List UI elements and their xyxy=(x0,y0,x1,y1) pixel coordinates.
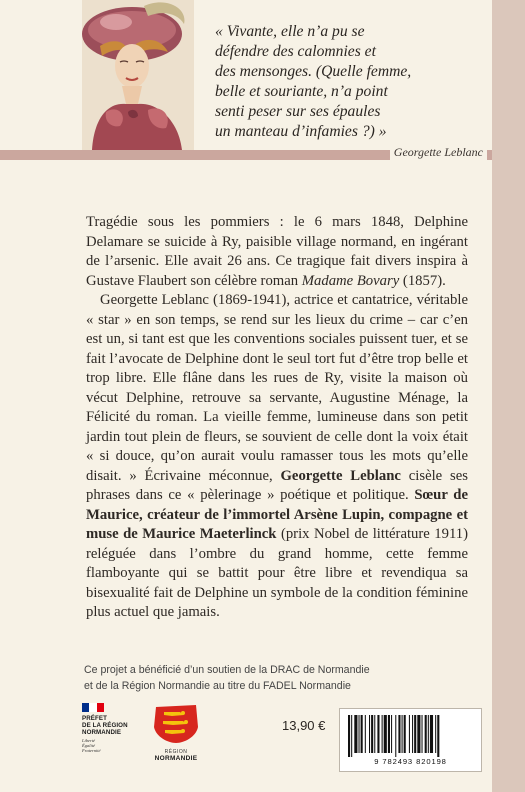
funding-line: Ce projet a bénéficié d’un soutien de la DRAC de Normandie xyxy=(84,664,370,676)
blurb-text: cisèle ses phrases dans ce « pèlerinage » poétique et politique. xyxy=(86,467,468,503)
barcode-bar xyxy=(430,715,433,753)
barcode-bar xyxy=(365,715,366,753)
barcode-bar xyxy=(414,715,416,753)
barcode-bar xyxy=(382,715,383,753)
prefet-region-logo xyxy=(82,703,152,753)
barcode-bar xyxy=(377,715,379,753)
barcode-bar xyxy=(437,715,439,757)
region-name: NORMANDIE xyxy=(154,755,198,762)
region-label: RÉGION xyxy=(164,749,188,755)
spine-strip xyxy=(492,0,525,792)
funding-line: et de la Région Normandie au titre du FADEL Normandie xyxy=(84,679,351,692)
barcode-bar xyxy=(391,715,392,753)
barcode-bar xyxy=(422,715,423,753)
region-normandie-logo xyxy=(150,703,202,762)
prefet-title-line: NORMANDIE xyxy=(82,729,122,736)
barcode-bar xyxy=(398,715,400,753)
blurb-paragraph-1 xyxy=(86,213,468,291)
portrait-illustration xyxy=(82,0,194,150)
prefet-title-line: PRÉFET xyxy=(82,715,108,722)
barcode-bar xyxy=(404,715,406,753)
author-name-bold: Georgette Leblanc xyxy=(280,467,401,484)
barcode-bars xyxy=(348,715,473,757)
epigraph-quote xyxy=(215,22,480,142)
barcode-bar xyxy=(354,715,357,753)
quote-line: défendre des calomnies et xyxy=(215,43,376,60)
barcode-bar xyxy=(402,715,403,753)
blurb-text: Tragédie sous les pommiers : le 6 mars 1848, Delphine Delamare se suicide à Ry, paisible village normand, en ingérant de l’arsenic. Elle avait 26 ans. Ce tragique fait divers inspira à Gustave Flaubert son célèbre roman xyxy=(86,214,468,289)
quote-author: Georgette Leblanc xyxy=(390,145,487,160)
barcode-bar xyxy=(428,715,429,753)
blurb-text: Georgette Leblanc (1869-1941), actrice et cantatrice, véritable « star » en son temps, se rend sur les lieux du crime – car c’en est un, si tant est que les conventions sociales puissent tuer, et se fait l’avocate de Delphine dont le seul tort fut d’être trop belle et trop libre. Elle flâne dans les rues de Ry, visite la maison où vécut Delphine, retrouve sa servante, Augustine Ménage, la Félicité du roman. La vieille femme, lumineuse dans son petit jardin tout plein de fleurs, se souvient de celle dont la voix était « si douce, qu’on aurait voulu ramasser tous les mots qu’elle disait. » Écrivaine méconnue, xyxy=(86,292,468,484)
quote-line: des mensonges. (Quelle femme, xyxy=(215,63,412,80)
marianne-flag-icon xyxy=(82,703,104,712)
novel-title: Madame Bovary xyxy=(301,272,400,289)
barcode-bar xyxy=(384,715,387,753)
quote-line: un manteau d’infamies ?) » xyxy=(215,123,387,140)
blurb-paragraph-2 xyxy=(86,291,468,623)
portrait-drawing xyxy=(82,0,194,150)
quote-line: belle et souriante, n’a point xyxy=(215,83,388,100)
barcode-bar xyxy=(388,715,390,753)
barcode-bar xyxy=(371,715,373,753)
bio-highlight-bold: Sœur de Maurice, créateur de l’immortel Arsène Lupin, compagne et muse de Maurice Maeterlinck xyxy=(86,487,468,542)
barcode-bar xyxy=(425,715,427,753)
barcode-bar xyxy=(374,715,375,753)
barcode-bar xyxy=(348,715,350,757)
back-cover-blurb xyxy=(86,213,468,623)
republic-motto xyxy=(82,738,152,753)
price-label: 13,90 € xyxy=(282,718,326,733)
blurb-text: (prix Nobel de littérature 1911) reléguée dans l’ombre du grand homme, cette femme flamboyante qui se battit pour être libre et revendiqua sa bisexualité fait de Delphine un symbole de la condition féminine plus actuel que jamais. xyxy=(86,526,468,620)
motto-word: Égalité xyxy=(82,743,95,748)
barcode-bar xyxy=(359,715,360,753)
quote-line: senti peser sur ses épaules xyxy=(215,103,381,120)
normandie-lions-icon xyxy=(150,703,202,743)
barcode-bar xyxy=(395,715,396,757)
barcode-bar xyxy=(361,715,363,753)
barcode-bar xyxy=(435,715,436,753)
barcode-bar xyxy=(412,715,413,753)
isbn-barcode xyxy=(339,708,482,772)
prefet-title-line: DE LA RÉGION xyxy=(82,722,128,729)
barcode-bar xyxy=(417,715,420,753)
quote-line: « Vivante, elle n’a pu se xyxy=(215,23,365,40)
barcode-bar xyxy=(369,715,370,753)
barcode-number: 9 782493 820198 xyxy=(374,757,447,766)
barcode-bar xyxy=(351,715,352,757)
blurb-text: (1857). xyxy=(399,272,446,289)
barcode-bar xyxy=(409,715,410,753)
funding-note xyxy=(84,663,484,694)
motto-word: Liberté xyxy=(82,738,95,743)
motto-word: Fraternité xyxy=(82,748,101,753)
